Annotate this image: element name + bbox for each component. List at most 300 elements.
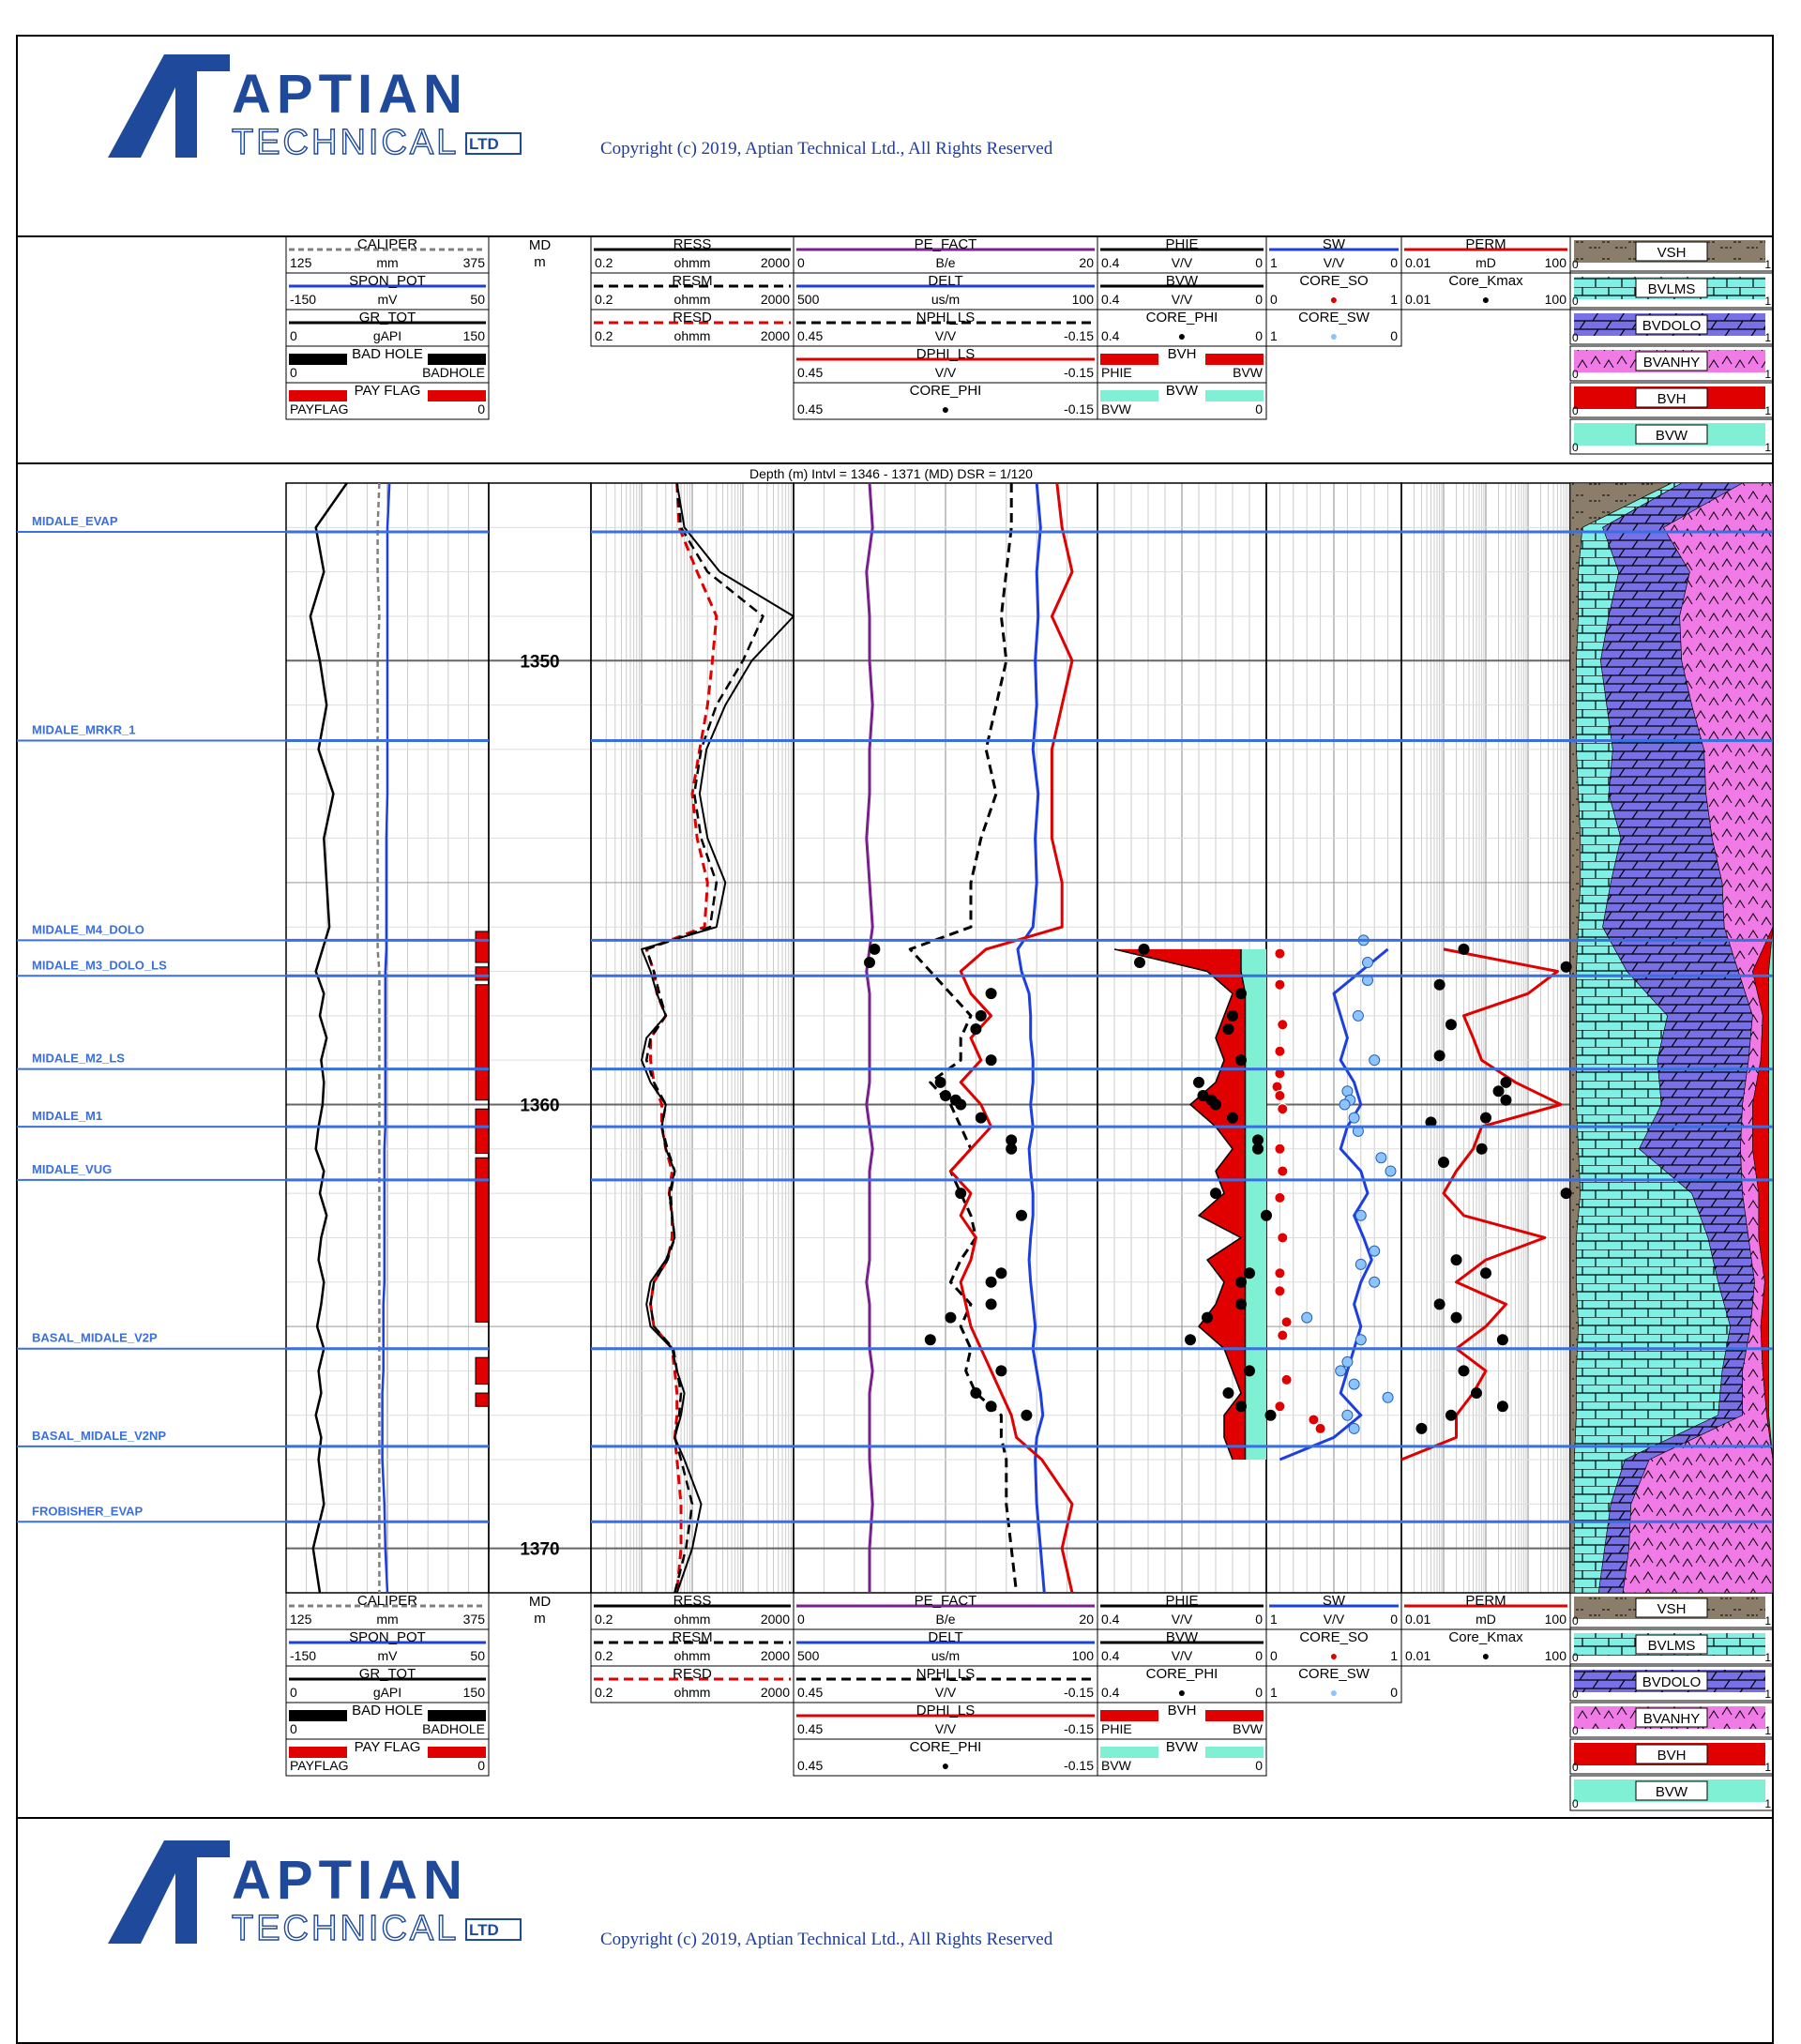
- scale-left: 0.45: [797, 1721, 824, 1736]
- spon-pot-curve: [383, 483, 390, 1593]
- curve-unit: gAPI: [372, 1685, 402, 1700]
- core-kmax-point: [1476, 1143, 1487, 1154]
- scale-left: PHIE: [1101, 365, 1132, 380]
- curve-name: GR_TOT: [358, 310, 416, 326]
- formation-top-label: FROBISHER_EVAP: [32, 1504, 144, 1519]
- scale-right: 0: [1390, 328, 1398, 343]
- core-so-point: [1278, 1020, 1288, 1030]
- legend-swatch: [1205, 390, 1264, 401]
- curve-name: NPHI_LS: [916, 1666, 976, 1682]
- core-phi-point: [1223, 1388, 1233, 1399]
- curve-name: CORE_PHI: [909, 383, 982, 399]
- curve-unit: B/e: [935, 1612, 956, 1627]
- scale-right: 1: [1764, 404, 1771, 417]
- scale-right: 1: [1764, 1724, 1771, 1737]
- legend-swatch: [1100, 1747, 1158, 1758]
- scale-left: -150: [290, 1648, 317, 1663]
- core-so-point: [1278, 1330, 1288, 1340]
- core-phi-point: [1236, 1055, 1247, 1066]
- scale-right: 150: [462, 1685, 485, 1700]
- lith-name: BVH: [1657, 391, 1687, 407]
- legend-swatch: [289, 1710, 347, 1721]
- curve-unit: ●: [1177, 328, 1187, 343]
- legend-swatch: [428, 354, 486, 365]
- scale-right: 20: [1079, 1612, 1094, 1627]
- core-sw-point: [1355, 1259, 1366, 1269]
- curve-unit: ●: [941, 401, 950, 416]
- curve-name: DPHI_LS: [916, 1703, 976, 1718]
- curve-unit: V/V: [1171, 1612, 1193, 1627]
- scale-left: BVW: [1101, 401, 1131, 416]
- core-so-point: [1275, 1286, 1285, 1296]
- core-phi-point: [1139, 944, 1149, 954]
- curve-name: PERM: [1465, 1593, 1506, 1609]
- core-phi-point: [976, 1113, 986, 1123]
- curve-name: BVW: [1165, 273, 1199, 289]
- curve-name: CALIPER: [356, 1593, 418, 1609]
- scale-left: 0.01: [1405, 292, 1431, 307]
- core-phi-point: [1017, 1210, 1027, 1220]
- scale-left: 0: [290, 1685, 297, 1700]
- scale-right: 50: [470, 292, 485, 307]
- scale-left: 0: [797, 255, 805, 270]
- depth-header: Depth (m) Intvl = 1346 - 1371 (MD) DSR = 1/120: [749, 466, 1033, 481]
- curve-name: SPON_POT: [349, 273, 426, 289]
- scale-left: -150: [290, 292, 317, 307]
- legend-swatch: [1205, 1710, 1264, 1721]
- scale-left: 0.4: [1101, 1612, 1120, 1627]
- core-kmax-point: [1501, 1077, 1511, 1087]
- core-phi-point: [956, 1189, 966, 1199]
- scale-right: 0: [1255, 1648, 1263, 1663]
- curve-unit: V/V: [1171, 255, 1193, 270]
- scale-right: 1: [1764, 1797, 1771, 1810]
- curve-unit: V/V: [934, 365, 957, 380]
- scale-right: -0.15: [1064, 1758, 1094, 1773]
- lith-name: BVLMS: [1647, 281, 1696, 297]
- core-so-point: [1275, 1268, 1285, 1279]
- core-sw-point: [1363, 958, 1373, 968]
- curve-unit: ●: [1329, 292, 1339, 307]
- depth-label: 1360: [520, 1096, 560, 1116]
- core-sw-point: [1336, 1366, 1346, 1376]
- curve-name: CALIPER: [356, 236, 418, 252]
- scale-left: 1: [1270, 328, 1278, 343]
- core-kmax-point: [1459, 944, 1469, 954]
- core-kmax-point: [1445, 1020, 1456, 1030]
- scale-right: 1: [1390, 292, 1398, 307]
- logo-word-aptian: APTIAN: [232, 64, 468, 125]
- scale-left: 0: [1572, 1614, 1579, 1628]
- pay-flag: [476, 1158, 489, 1322]
- scale-right: 100: [1544, 255, 1566, 270]
- pay-flag: [476, 985, 489, 1100]
- scale-left: 1: [1270, 1685, 1278, 1700]
- core-kmax-point: [1434, 979, 1445, 990]
- curve-name: CORE_SO: [1299, 273, 1369, 289]
- core-kmax-point: [1493, 1086, 1504, 1097]
- scale-left: 0.45: [797, 365, 824, 380]
- scale-left: 1: [1270, 1612, 1278, 1627]
- curve-unit: gAPI: [372, 328, 402, 343]
- curve-name: SW: [1322, 1593, 1346, 1609]
- scale-right: 1: [1764, 258, 1771, 271]
- core-phi-point: [986, 1277, 996, 1287]
- core-phi-point: [1211, 1099, 1221, 1110]
- scale-left: 0: [1270, 292, 1278, 307]
- curve-unit: ohmm: [673, 255, 711, 270]
- core-phi-point: [956, 1099, 966, 1110]
- aptian-logo-top: [108, 54, 521, 162]
- scale-left: 0: [1270, 1648, 1278, 1663]
- curve-name: CORE_SW: [1298, 310, 1370, 326]
- scale-left: 0.4: [1101, 1685, 1120, 1700]
- core-phi-point: [1236, 1299, 1247, 1310]
- scale-left: 0: [290, 1721, 297, 1736]
- core-sw-point: [1383, 1392, 1393, 1402]
- curve-unit: V/V: [934, 328, 957, 343]
- core-phi-point: [1223, 1024, 1233, 1035]
- scale-left: 0.45: [797, 1685, 824, 1700]
- core-phi-point: [1262, 1210, 1272, 1220]
- core-phi-point: [1022, 1410, 1032, 1420]
- core-sw-point: [1385, 1166, 1396, 1176]
- scale-right: 2000: [760, 292, 790, 307]
- core-so-point: [1278, 1166, 1288, 1176]
- core-kmax-point: [1561, 1189, 1571, 1199]
- curve-name: BAD HOLE: [352, 346, 423, 362]
- curve-name: BVH: [1167, 1703, 1197, 1718]
- legend-swatch: [428, 1747, 486, 1758]
- curve-name: BVW: [1165, 383, 1199, 399]
- lith-name: BVDOLO: [1642, 318, 1702, 334]
- scale-right: 0: [1390, 1685, 1398, 1700]
- curve-name: RESD: [673, 1666, 712, 1682]
- legend-swatch: [1100, 354, 1158, 365]
- curve-name: SW: [1322, 236, 1346, 252]
- curve-name: NPHI_LS: [916, 310, 976, 326]
- scale-left: 0.45: [797, 1758, 824, 1773]
- scale-right: 2000: [760, 1612, 790, 1627]
- core-so-point: [1275, 948, 1285, 959]
- core-phi-point: [1236, 989, 1247, 999]
- scale-left: PAYFLAG: [290, 1758, 349, 1773]
- core-phi-point: [1265, 1410, 1276, 1420]
- scale-left: 0.2: [595, 1612, 613, 1627]
- curve-name: PHIE: [1165, 1593, 1199, 1609]
- scale-right: 0: [477, 1758, 485, 1773]
- curve-name: DELT: [928, 273, 963, 289]
- scale-left: 0.2: [595, 328, 613, 343]
- curve-name: RESM: [672, 1629, 713, 1645]
- scale-left: 0.01: [1405, 1648, 1431, 1663]
- formation-top-label: BASAL_MIDALE_V2P: [32, 1330, 158, 1345]
- scale-right: -0.15: [1064, 401, 1094, 416]
- curve-name: CORE_SO: [1299, 1629, 1369, 1645]
- curve-unit: V/V: [1323, 255, 1345, 270]
- curve-name: BAD HOLE: [352, 1703, 423, 1718]
- core-kmax-point: [1481, 1113, 1491, 1123]
- scale-right: 1: [1764, 331, 1771, 344]
- scale-left: 0: [1572, 1651, 1579, 1664]
- scale-left: 125: [290, 255, 312, 270]
- core-kmax-point: [1497, 1401, 1507, 1412]
- curve-name: PAY FLAG: [354, 383, 421, 399]
- scale-left: 0.4: [1101, 328, 1120, 343]
- curve-unit: ●: [1481, 1648, 1491, 1663]
- scale-left: 0.45: [797, 328, 824, 343]
- core-so-point: [1275, 979, 1285, 990]
- scale-left: 1: [1270, 255, 1278, 270]
- scale-left: 0: [1572, 1688, 1579, 1701]
- curve-unit: us/m: [931, 1648, 961, 1663]
- core-kmax-point: [1459, 1366, 1469, 1376]
- core-sw-point: [1342, 1410, 1353, 1420]
- core-so-point: [1275, 1046, 1285, 1056]
- curve-unit: B/e: [935, 255, 956, 270]
- scale-right: 100: [1071, 1648, 1094, 1663]
- core-phi-point: [925, 1335, 935, 1345]
- core-kmax-point: [1451, 1312, 1461, 1323]
- core-kmax-point: [1501, 1095, 1511, 1105]
- core-kmax-point: [1481, 1268, 1491, 1279]
- logo-mark: [108, 1840, 230, 1944]
- legend-swatch: [1100, 1710, 1158, 1721]
- core-so-point: [1281, 1317, 1292, 1327]
- formation-top-label: MIDALE_VUG: [32, 1161, 113, 1176]
- formation-top-label: MIDALE_MRKR_1: [32, 722, 136, 737]
- scale-right: 375: [462, 1612, 485, 1627]
- scale-left: 0: [1572, 331, 1579, 344]
- curve-unit: ●: [1329, 1685, 1339, 1700]
- core-phi-point: [1245, 1268, 1255, 1279]
- curve-unit: mV: [377, 1648, 398, 1663]
- curve-unit: ●: [1481, 292, 1491, 307]
- curve-unit: ●: [941, 1758, 950, 1773]
- core-phi-point: [986, 1299, 996, 1310]
- curve-unit: ohmm: [673, 1648, 711, 1663]
- scale-left: 0.01: [1405, 1612, 1431, 1627]
- scale-left: 0.4: [1101, 255, 1120, 270]
- core-sw-point: [1355, 1335, 1366, 1345]
- scale-right: 0: [1255, 328, 1263, 343]
- scale-left: 0.4: [1101, 1648, 1120, 1663]
- core-phi-point: [971, 1388, 981, 1399]
- core-so-point: [1275, 1143, 1285, 1154]
- curve-unit: mD: [1476, 1612, 1496, 1627]
- core-sw-point: [1370, 1055, 1380, 1066]
- formation-top-label: MIDALE_M1: [32, 1109, 103, 1124]
- legend-swatch: [428, 1710, 486, 1721]
- scale-right: 100: [1544, 1648, 1566, 1663]
- core-phi-point: [1228, 1113, 1238, 1123]
- caliper-curve: [378, 483, 380, 1593]
- scale-right: 0: [477, 401, 485, 416]
- curve-name: PAY FLAG: [354, 1739, 421, 1755]
- pe-curve: [867, 483, 872, 1593]
- scale-right: 1: [1764, 1614, 1771, 1628]
- curve-name: PERM: [1465, 236, 1506, 252]
- scale-right: 1: [1764, 1688, 1771, 1701]
- curve-name: PE_FACT: [914, 236, 977, 252]
- core-kmax-point: [1439, 1157, 1449, 1167]
- curve-name: RESS: [673, 236, 712, 252]
- lith-name: BVH: [1657, 1748, 1687, 1764]
- lith-name: BVLMS: [1647, 1638, 1696, 1654]
- scale-left: 0.2: [595, 1685, 613, 1700]
- scale-left: 0: [1572, 368, 1579, 381]
- curve-unit: ●: [1329, 1648, 1339, 1663]
- curve-unit: ohmm: [673, 328, 711, 343]
- scale-left: 0: [1572, 1761, 1579, 1774]
- scale-right: 375: [462, 255, 485, 270]
- scale-right: -0.15: [1064, 1685, 1094, 1700]
- curve-name: CORE_PHI: [1145, 1666, 1218, 1682]
- scale-right: 0: [1390, 1612, 1398, 1627]
- curve-name: DPHI_LS: [916, 346, 976, 362]
- dphi-curve: [950, 483, 1072, 1593]
- curve-name: CORE_SW: [1298, 1666, 1370, 1682]
- scale-left: PAYFLAG: [290, 401, 349, 416]
- scale-right: 0: [1255, 255, 1263, 270]
- core-so-point: [1278, 1233, 1288, 1243]
- scale-right: BVW: [1233, 1721, 1263, 1736]
- resm-curve: [646, 483, 763, 1593]
- legend-swatch: [289, 390, 347, 401]
- scale-right: 0: [1255, 1685, 1263, 1700]
- core-kmax-point: [1472, 1388, 1482, 1399]
- curve-unit: ●: [1329, 328, 1339, 343]
- scale-right: BADHOLE: [422, 1721, 485, 1736]
- core-kmax-point: [1434, 1299, 1445, 1310]
- core-phi-point: [1253, 1143, 1264, 1154]
- pay-flag: [476, 1109, 489, 1153]
- core-phi-point: [1236, 1401, 1247, 1412]
- delt-curve: [1018, 483, 1044, 1593]
- curve-name: RESM: [672, 273, 713, 289]
- scale-left: 500: [797, 1648, 820, 1663]
- pay-flag: [476, 931, 489, 962]
- logo-word-aptian: APTIAN: [232, 1850, 468, 1911]
- core-so-point: [1309, 1415, 1319, 1425]
- formation-top-label: BASAL_MIDALE_V2NP: [32, 1428, 167, 1443]
- scale-left: 0.2: [595, 255, 613, 270]
- scale-right: 1: [1764, 295, 1771, 308]
- curve-header-top: [286, 236, 1773, 454]
- scale-left: 0.2: [595, 292, 613, 307]
- scale-left: 0: [1572, 258, 1579, 271]
- scale-right: -0.15: [1064, 1721, 1094, 1736]
- core-phi-point: [1186, 1335, 1196, 1345]
- legend-swatch: [428, 390, 486, 401]
- scale-left: 0: [1572, 404, 1579, 417]
- curve-unit: V/V: [1323, 1612, 1345, 1627]
- curve-unit: mm: [376, 1612, 399, 1627]
- lith-name: BVANHY: [1642, 355, 1701, 371]
- core-so-point: [1275, 1401, 1285, 1412]
- legend-swatch: [1205, 354, 1264, 365]
- core-phi-point: [1135, 958, 1145, 968]
- scale-left: 500: [797, 292, 820, 307]
- scale-right: 1: [1390, 1648, 1398, 1663]
- core-phi-point: [1203, 1312, 1213, 1323]
- core-phi-point: [1194, 1077, 1204, 1087]
- scale-left: 0: [1572, 295, 1579, 308]
- core-phi-point: [996, 1268, 1006, 1279]
- curve-unit: ohmm: [673, 1612, 711, 1627]
- scale-right: 1: [1764, 441, 1771, 454]
- scale-left: PHIE: [1101, 1721, 1132, 1736]
- copyright-top: Copyright (c) 2019, Aptian Technical Ltd., All Rights Reserved: [600, 139, 1053, 159]
- core-phi-point: [986, 1055, 996, 1066]
- scale-right: 0: [1255, 1758, 1263, 1773]
- core-phi-point: [946, 1312, 956, 1323]
- scale-right: 1: [1764, 1761, 1771, 1774]
- scale-right: 2000: [760, 1685, 790, 1700]
- scale-left: 0: [1572, 1724, 1579, 1737]
- scale-right: 2000: [760, 1648, 790, 1663]
- pay-flag: [476, 967, 489, 980]
- curve-unit: ●: [1177, 1685, 1187, 1700]
- formation-top-label: MIDALE_M3_DOLO_LS: [32, 958, 167, 973]
- core-phi-point: [1228, 1010, 1238, 1021]
- scale-right: 100: [1544, 292, 1566, 307]
- core-so-point: [1275, 1091, 1285, 1101]
- core-sw-point: [1339, 1099, 1350, 1110]
- curve-name: BVW: [1165, 1739, 1199, 1755]
- core-phi-point: [976, 1010, 986, 1021]
- formation-top-label: MIDALE_M2_LS: [32, 1051, 125, 1066]
- curve-name: Core_Kmax: [1448, 273, 1523, 289]
- curve-header-bottom: [286, 1593, 1773, 1810]
- core-kmax-point: [1445, 1410, 1456, 1420]
- scale-right: BVW: [1233, 365, 1263, 380]
- track-frame: [489, 483, 591, 1593]
- curve-name: CORE_PHI: [1145, 310, 1218, 326]
- curve-name: DELT: [928, 1629, 963, 1645]
- scale-left: 0.2: [595, 1648, 613, 1663]
- md-unit: m: [534, 254, 546, 270]
- core-phi-point: [1245, 1366, 1255, 1376]
- ress-curve: [642, 483, 794, 1593]
- lith-name: BVANHY: [1642, 1711, 1701, 1727]
- curve-name: BVH: [1167, 346, 1197, 362]
- curve-name: PHIE: [1165, 236, 1199, 252]
- curve-unit: mD: [1476, 255, 1496, 270]
- depth-label: 1370: [520, 1539, 560, 1560]
- legend-swatch: [1205, 1747, 1264, 1758]
- core-phi-point: [996, 1366, 1006, 1376]
- md-title: MD: [528, 237, 552, 253]
- core-sw-point: [1353, 1010, 1363, 1021]
- scale-right: 20: [1079, 255, 1094, 270]
- scale-right: BADHOLE: [422, 365, 485, 380]
- scale-left: 0: [290, 365, 297, 380]
- scale-right: 0: [1255, 401, 1263, 416]
- lith-name: BVDOLO: [1642, 1674, 1702, 1690]
- pay-flag: [476, 1357, 489, 1384]
- curve-name: CORE_PHI: [909, 1739, 982, 1755]
- aptian-logo-bottom: [108, 1840, 521, 1948]
- core-phi-point: [1006, 1143, 1017, 1154]
- scale-right: 100: [1071, 292, 1094, 307]
- core-sw-point: [1349, 1423, 1359, 1433]
- md-unit: m: [534, 1611, 546, 1627]
- core-sw-point: [1370, 1277, 1380, 1287]
- perm-curve: [1401, 949, 1561, 1460]
- logo-word-technical: TECHNICAL: [232, 1909, 460, 1948]
- md-title: MD: [528, 1594, 552, 1610]
